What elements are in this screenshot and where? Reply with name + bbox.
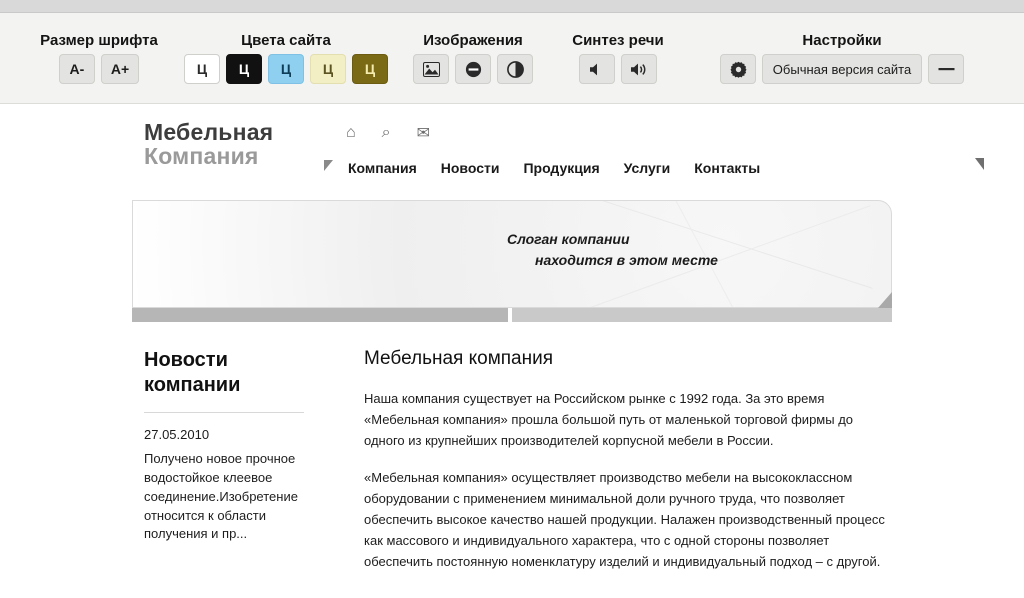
main-navigation — [334, 160, 892, 176]
article-paragraph-1: Наша компания существует на Российском рынке с 1992 года. За это время «Мебельная компания» прошла большой путь от маленькой торговой фирмы до одного из крупнейших производителей корпусной мебели в России. — [364, 391, 854, 449]
page-content — [132, 348, 892, 598]
page-title: Мебельная компания — [364, 348, 554, 369]
site-container — [132, 104, 892, 598]
logo-line-1: Мебельная — [144, 119, 274, 145]
slogan-line-2: находится в этом месте — [535, 252, 718, 268]
accessibility-panel — [0, 13, 1024, 104]
header-mini-icons — [334, 120, 892, 146]
accessibility-labels-row — [0, 23, 1024, 49]
color-scheme-black-button[interactable]: Ц — [226, 54, 262, 84]
font-size-group-label: Размер шрифта — [40, 32, 158, 49]
images-off-button[interactable] — [455, 54, 491, 84]
settings-group — [692, 54, 992, 84]
images-grayscale-button[interactable] — [497, 54, 533, 84]
sidebar-news — [132, 348, 328, 588]
nav-products[interactable]: Продукция — [523, 160, 600, 176]
image-icon — [423, 62, 440, 77]
site-logo[interactable] — [132, 120, 334, 168]
gear-icon — [730, 61, 747, 78]
font-size-group — [24, 54, 174, 84]
color-scheme-blue-button[interactable]: Ц — [268, 54, 304, 84]
no-entry-icon — [465, 61, 482, 78]
nav-company[interactable]: Компания — [348, 160, 417, 176]
site-header — [132, 104, 892, 190]
speech-play-button[interactable] — [621, 54, 657, 84]
site-content — [0, 104, 1024, 598]
speaker-muted-icon — [589, 62, 606, 77]
speech-group-label: Синтез речи — [572, 32, 664, 49]
color-scheme-white-button[interactable]: Ц — [184, 54, 220, 84]
site-colors-group — [188, 54, 384, 84]
nav-services[interactable]: Услуги — [623, 160, 671, 176]
settings-gear-button[interactable] — [720, 54, 756, 84]
nav-contacts[interactable]: Контакты — [694, 160, 761, 176]
collapse-panel-button[interactable] — [928, 54, 964, 84]
minus-icon — [938, 66, 955, 72]
accessibility-controls-row — [0, 49, 1024, 89]
search-icon[interactable]: ⌕ — [381, 124, 391, 141]
main-article — [328, 348, 892, 588]
nav-left-triangle-icon — [324, 160, 333, 171]
banner-bar-left — [132, 308, 508, 322]
hero-banner — [132, 200, 892, 308]
news-date: 27.05.2010 — [144, 427, 210, 442]
color-scheme-brown-button[interactable]: Ц — [352, 54, 388, 84]
site-colors-group-label: Цвета сайта — [241, 32, 331, 49]
speech-group — [558, 54, 678, 84]
slogan-line-1: Слоган компании — [507, 231, 630, 247]
images-group-label: Изображения — [423, 32, 523, 49]
header-right — [334, 120, 892, 176]
logo-line-2: Компания — [144, 143, 259, 170]
font-decrease-button[interactable]: A- — [59, 54, 95, 84]
color-scheme-beige-button[interactable]: Ц — [310, 54, 346, 84]
normal-version-button[interactable]: Обычная версия сайта — [762, 54, 922, 84]
home-icon[interactable]: ⌂ — [346, 124, 356, 141]
nav-right-triangle-icon — [975, 158, 984, 170]
hero-banner-area — [132, 200, 892, 326]
news-excerpt[interactable]: Получено новое прочное водостойкое клеевое соединение.Изобретение относится к области получения и пр... — [144, 451, 298, 542]
settings-group-label: Настройки — [802, 32, 882, 49]
sidebar-title — [144, 348, 328, 398]
article-paragraph-2: «Мебельная компания» осуществляет производство мебели на высококлассном оборудовании с применением минимальной доли ручного труда, что позволяет обеспечить высокое качество нашей продукции. Налажен производственный процесс как массового и индивидуального характера, что с одной стороны позволяет обеспечить постоянную номенклатуру изделий и индивидуальный подход – с другой. — [364, 470, 885, 570]
speech-mute-button[interactable] — [579, 54, 615, 84]
sidebar-title-line-1: Новости — [144, 349, 228, 371]
nav-news[interactable]: Новости — [440, 160, 500, 176]
sidebar-divider — [144, 412, 304, 413]
mail-icon[interactable]: ✉ — [416, 125, 431, 142]
speaker-on-icon — [630, 62, 649, 77]
browser-top-strip — [0, 0, 1024, 13]
sidebar-title-line-2: компании — [144, 374, 241, 396]
contrast-circle-icon — [507, 61, 524, 78]
images-on-button[interactable] — [413, 54, 449, 84]
banner-bar-right — [512, 308, 892, 322]
banner-corner-triangle-icon — [878, 292, 892, 308]
images-group — [398, 54, 548, 84]
font-increase-button[interactable]: A+ — [101, 54, 139, 84]
banner-slogan — [507, 229, 718, 271]
